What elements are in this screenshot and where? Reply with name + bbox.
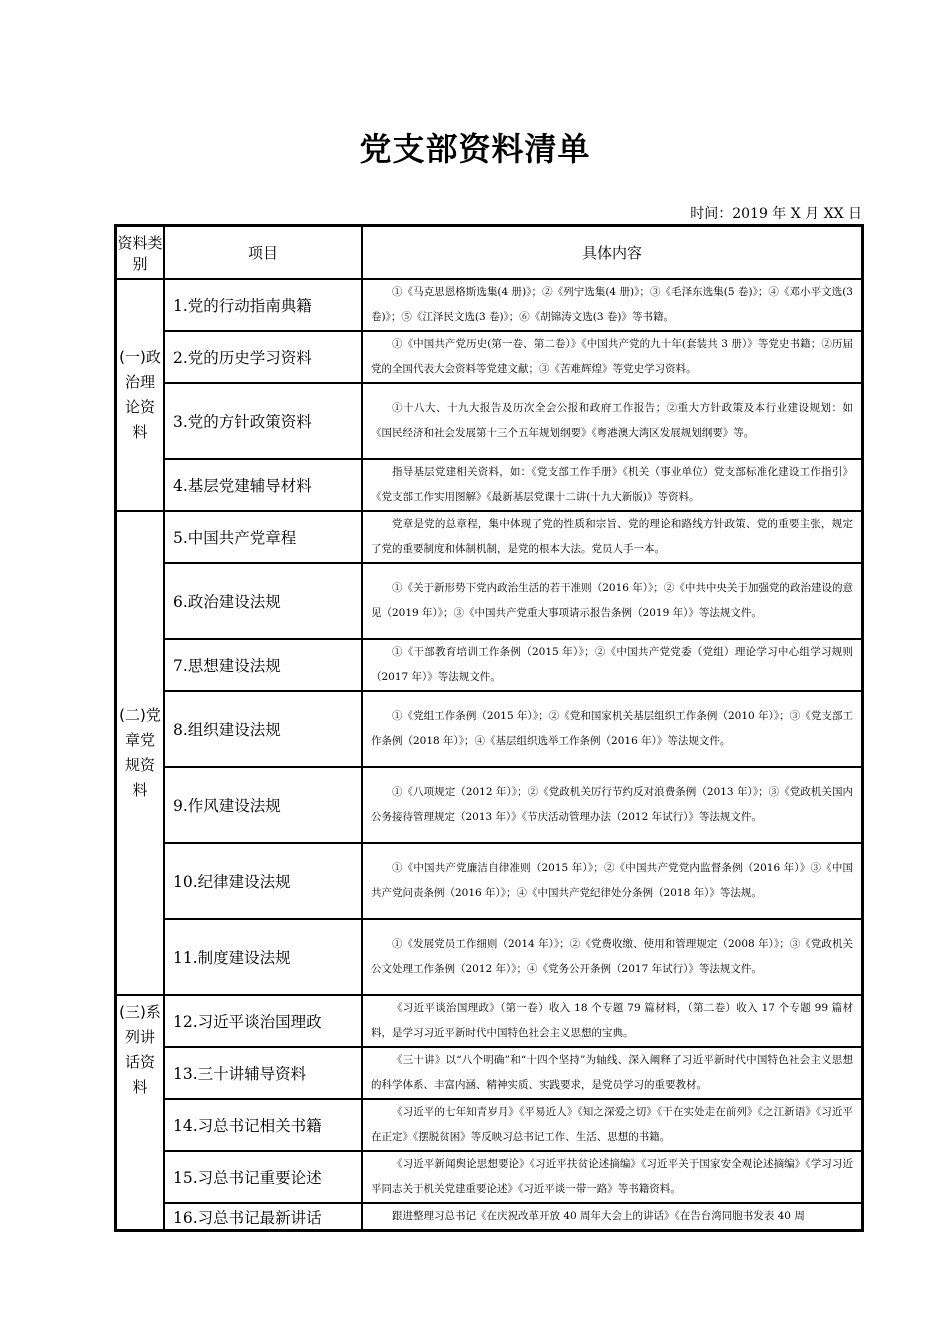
document-title: 党支部资料清单 — [359, 130, 591, 168]
row-item: 3.党的方针政策资料 — [164, 383, 362, 459]
header-content: 具体内容 — [362, 226, 862, 279]
row-content: 指导基层党建相关资料，如：《党支部工作手册》《机关（事业单位）党支部标准化建设工作指引》《党支部工作实用图解》《最新基层党课十二讲(十九大新版)》等资料。 — [362, 459, 862, 511]
row-content: ①《干部教育培训工作条例（2015 年）》；②《中国共产党党委（党组）理论学习中心组学习规则（2017 年）》等法规文件。 — [362, 639, 862, 691]
row-content: ①《发展党员工作细则（2014 年）》；②《党费收缴、使用和管理规定（2008 年）》；③《党政机关公文处理工作条例（2012 年）》；④《党务公开条例（2017 年试行）》等法规文件。 — [362, 919, 862, 995]
row-item: 5.中国共产党章程 — [164, 511, 362, 563]
table-row — [116, 1203, 862, 1230]
table-row — [116, 1151, 862, 1203]
table-row — [116, 919, 862, 995]
table-row — [116, 691, 862, 767]
row-item: 13.三十讲辅导资料 — [164, 1047, 362, 1099]
row-content: ①《马克思恩格斯选集(4 册)》；②《列宁选集(4 册)》；③《毛泽东选集(5 卷)》；④《邓小平文选(3 卷)》；⑤《江泽民文选(3 卷)》；⑥《胡锦涛文选(3 卷)》等书籍。 — [362, 279, 862, 331]
row-item: 15.习总书记重要论述 — [164, 1151, 362, 1203]
header-item: 项目 — [164, 226, 362, 279]
category-political-theory: (一)政治理论资料 — [116, 279, 164, 511]
table-row — [116, 767, 862, 843]
row-item: 8.组织建设法规 — [164, 691, 362, 767]
row-content: 党章是党的总章程，集中体现了党的性质和宗旨、党的理论和路线方针政策、党的重要主张，规定了党的重要制度和体制机制，是党的根本大法。党员人手一本。 — [362, 511, 862, 563]
document-date: 时间：2019 年 X 月 XX 日 — [690, 206, 862, 222]
row-item: 12.习近平谈治国理政 — [164, 995, 362, 1047]
row-item: 6.政治建设法规 — [164, 563, 362, 639]
row-content: ①《八项规定（2012 年）》；②《党政机关厉行节约反对浪费条例（2013 年）》；③《党政机关国内公务接待管理规定（2013 年）》《节庆活动管理办法（2012 年试行）》等法规文件。 — [362, 767, 862, 843]
row-item: 2.党的历史学习资料 — [164, 331, 362, 383]
row-item: 1.党的行动指南典籍 — [164, 279, 362, 331]
row-item: 7.思想建设法规 — [164, 639, 362, 691]
row-item: 4.基层党建辅导材料 — [164, 459, 362, 511]
row-content: ①十八大、十九大报告及历次全会公报和政府工作报告；②重大方针政策及本行业建设规划：如《国民经济和社会发展第十三个五年规划纲要》《粤港澳大湾区发展规划纲要》等。 — [362, 383, 862, 459]
row-content: ①《中国共产党历史(第一卷、第二卷）》《中国共产党的九十年(套装共 3 册）》等党史书籍；②历届党的全国代表大会资料等党建文献；③《苦难辉煌》等党史学习资料。 — [362, 331, 862, 383]
row-item: 16.习总书记最新讲话 — [164, 1203, 362, 1230]
row-content: 跟进整理习总书记《在庆祝改革开放 40 周年大会上的讲话》《在告台湾同胞书发表 40 周 — [362, 1203, 862, 1230]
table-row — [116, 383, 862, 459]
row-content: 《习近平新闻舆论思想要论》《习近平扶贫论述摘编》《习近平关于国家安全观论述摘编》《学习习近平同志关于机关党建重要论述》《习近平谈一带一路》等书籍资料。 — [362, 1151, 862, 1203]
table-row — [116, 563, 862, 639]
row-content: 《习近平的七年知青岁月》《平易近人》《知之深爱之切》《干在实处走在前列》《之江新语》《习近平在正定》《摆脱贫困》等反映习总书记工作、生活、思想的书籍。 — [362, 1099, 862, 1151]
category-speeches: (三)系列讲话资料 — [116, 995, 164, 1230]
row-content: ①《关于新形势下党内政治生活的若干准则（2016 年）》；②《中共中央关于加强党的政治建设的意见（2019 年）》；③《中国共产党重大事项请示报告条例（2019 年）》等法规文件。 — [362, 563, 862, 639]
header-category: 资料类别 — [116, 226, 164, 279]
row-item: 9.作风建设法规 — [164, 767, 362, 843]
table-row — [116, 1099, 862, 1151]
table-row — [116, 459, 862, 511]
category-party-rules: (二)党章党规资料 — [116, 511, 164, 995]
materials-table — [114, 224, 864, 1232]
row-item: 10.纪律建设法规 — [164, 843, 362, 919]
row-item: 11.制度建设法规 — [164, 919, 362, 995]
table-header-row — [116, 226, 862, 279]
table-row — [116, 331, 862, 383]
table-row — [116, 995, 862, 1047]
row-item: 14.习总书记相关书籍 — [164, 1099, 362, 1151]
table-row — [116, 279, 862, 331]
row-content: ①《党组工作条例（2015 年）》；②《党和国家机关基层组织工作条例（2010 年）》；③《党支部工作条例（2018 年）》；④《基层组织选举工作条例（2016 年）》等法规文件。 — [362, 691, 862, 767]
table-row — [116, 511, 862, 563]
table-row — [116, 1047, 862, 1099]
row-content: 《三十讲》以“八个明确”和“十四个坚持”为轴线、深入阐释了习近平新时代中国特色社会主义思想的科学体系、丰富内涵、精神实质、实践要求，是党员学习的重要教材。 — [362, 1047, 862, 1099]
table-row — [116, 639, 862, 691]
table-row — [116, 843, 862, 919]
row-content: 《习近平谈治国理政》（第一卷）收入 18 个专题 79 篇材料，（第二卷）收入 17 个专题 99 篇材料，是学习习近平新时代中国特色社会主义思想的宝典。 — [362, 995, 862, 1047]
row-content: ①《中国共产党廉洁自律准则（2015 年）》；②《中国共产党党内监督条例（2016 年）》③《中国共产党问责条例（2016 年）》；④《中国共产党纪律处分条例（2018 年）》等法规。 — [362, 843, 862, 919]
